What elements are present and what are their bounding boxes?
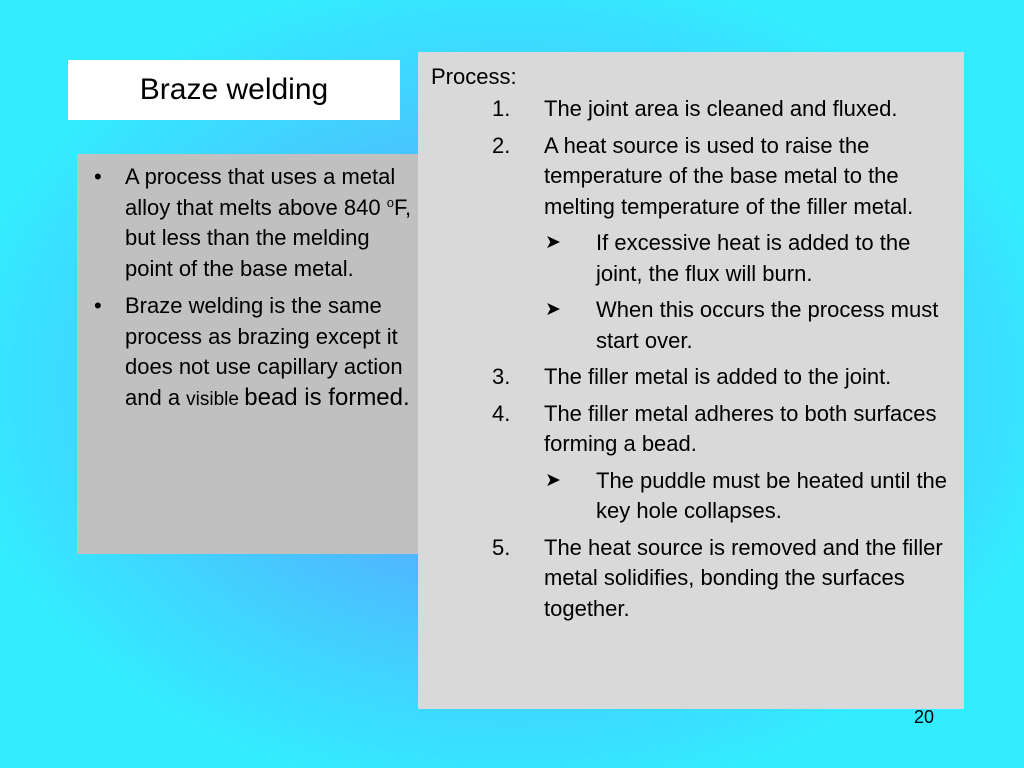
arrow-bullet-icon: ➤ [545,469,561,491]
step-text: The joint area is cleaned and fluxed. [544,96,898,121]
process-panel [418,52,964,709]
degree-superscript: o [386,194,394,210]
step-number: 2. [492,132,511,158]
page-number: 20 [913,707,935,727]
process-step-1 [431,94,952,125]
process-step-2 [431,131,952,223]
step-number: 4. [492,400,511,426]
bullet-list [85,162,414,415]
bullet-item-2: • Braze welding is the same process as brazing except it does not use capillary action and a visible bead is formed. [94,293,410,411]
bullet-dot-icon: • [94,164,102,189]
step-number: 3. [492,364,511,389]
bullet-item-1: • A process that uses a metal alloy that melts above 840 $^o$F, but less than the melding point of the base metal. [94,164,412,281]
title-box [68,60,400,120]
step-number: 5. [492,534,511,560]
step-text: A heat source is used to raise the temperature of the base metal to the melting temperature of the filler metal. [544,132,914,219]
process-step-3 [431,362,952,393]
bullet-dot-icon: • [94,293,102,318]
process-heading: Process: [431,64,517,89]
step-2-note-2: ➤ When this occurs the process must start over. [545,297,939,353]
left-text-panel [77,154,422,554]
step-number: 1. [492,96,511,121]
arrow-bullet-icon: ➤ [545,299,561,320]
step-text: The filler metal is added to the joint. [544,364,892,389]
process-step-5 [431,533,952,625]
arrow-bullet-icon: ➤ [545,232,561,253]
step-text: The heat source is removed and the filler metal solidifies, bonding the surfaces together. [544,534,943,621]
slide-title: Braze welding [139,73,329,106]
step-text: The filler metal adheres to both surfaces forming a bead. [544,400,937,456]
process-step-4 [431,399,952,460]
step-4-note-1: ➤ The puddle must be heated until the key hole collapses. [545,467,948,523]
step-2-note-1: ➤ If excessive heat is added to the joint, the flux will burn. [545,230,911,286]
